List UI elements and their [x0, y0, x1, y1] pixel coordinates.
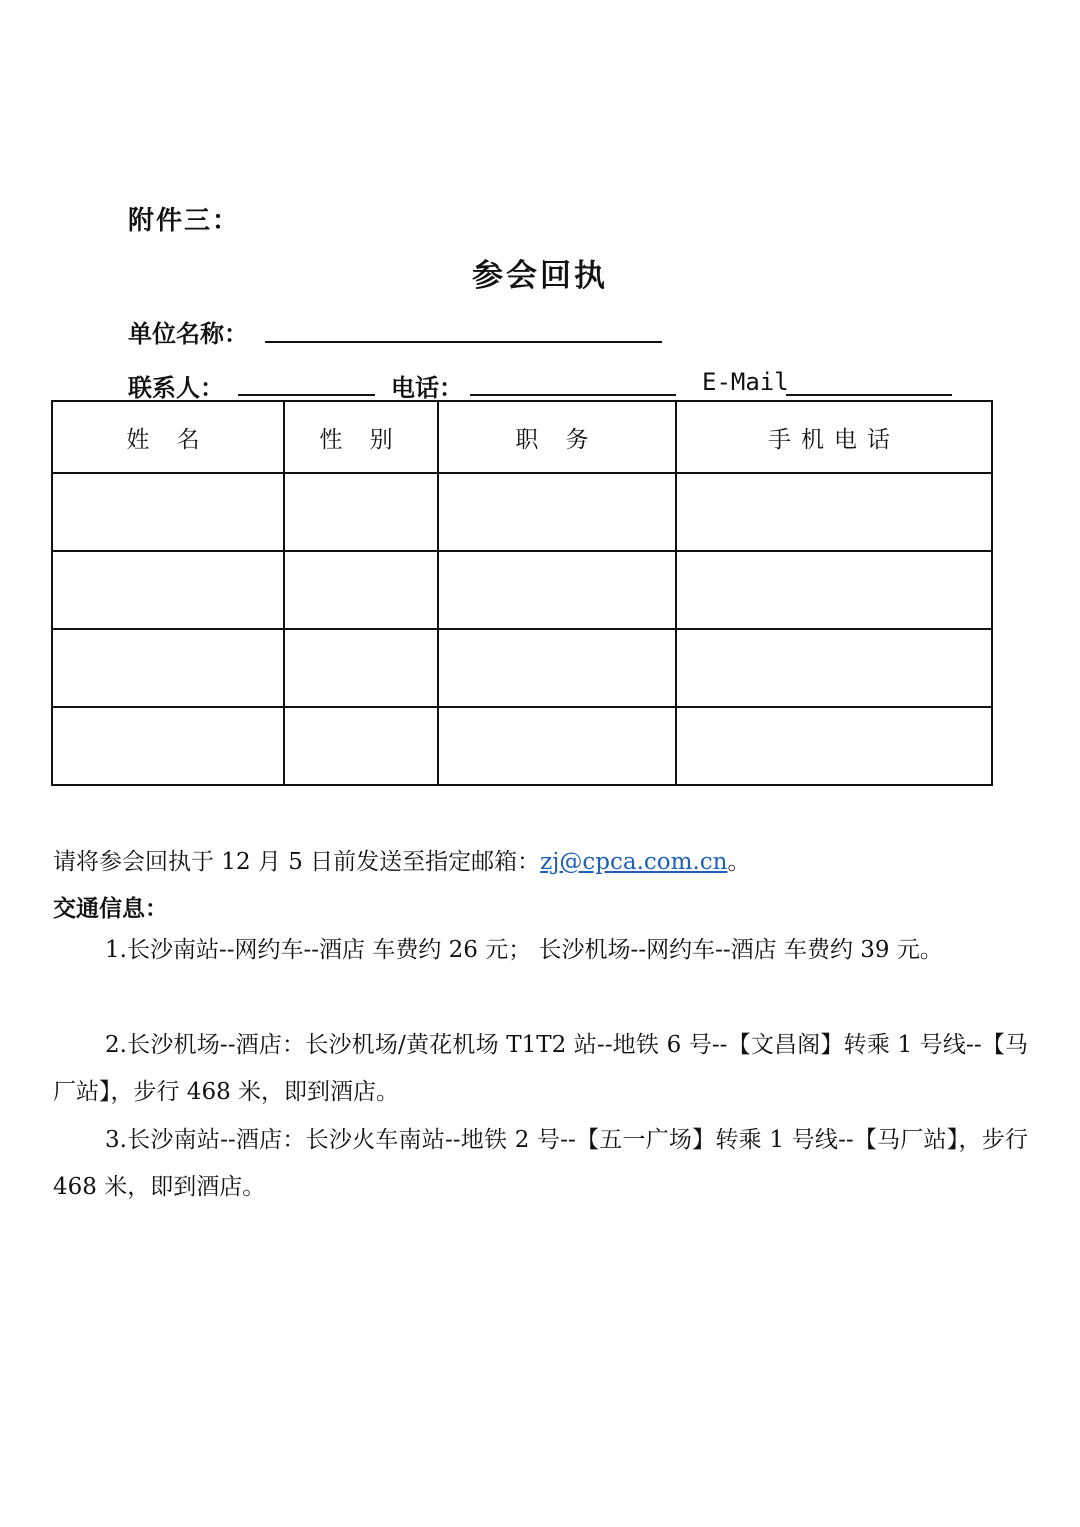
- table-cell[interactable]: [284, 551, 438, 629]
- phone-field[interactable]: [470, 394, 676, 396]
- submission-note-text: 请将参会回执于 12 月 5 日前发送至指定邮箱：: [53, 849, 541, 875]
- table-row: [52, 629, 992, 707]
- table-cell[interactable]: [676, 707, 992, 785]
- header-mobile: 手机电话: [676, 401, 992, 473]
- table-cell[interactable]: [438, 473, 676, 551]
- traffic-item-2: 2.长沙机场--酒店：长沙机场/黄花机场 T1T2 站--地铁 6 号--【文昌阁】转乘 1 号线--【马厂站】，步行 468 米，即到酒店。: [53, 1032, 1028, 1105]
- table-cell[interactable]: [284, 629, 438, 707]
- table-cell[interactable]: [284, 473, 438, 551]
- table-cell[interactable]: [284, 707, 438, 785]
- email-link[interactable]: zj@cpca.com.cn: [540, 849, 728, 875]
- table-cell[interactable]: [438, 707, 676, 785]
- attachment-label: 附件三：: [128, 206, 241, 236]
- traffic-item-1: 1.长沙南站--网约车--酒店 车费约 26 元； 长沙机场--网约车--酒店 车费约 39 元。: [105, 937, 943, 963]
- submission-note-suffix: 。: [727, 849, 751, 875]
- submission-note: [53, 843, 750, 876]
- table-row: [52, 707, 992, 785]
- table-cell[interactable]: [52, 551, 284, 629]
- traffic-item-3: 3.长沙南站--酒店：长沙火车南站--地铁 2 号--【五一广场】转乘 1 号线--【马厂站】，步行 468 米，即到酒店。: [53, 1127, 1028, 1200]
- email-label: E-Mail: [702, 368, 789, 396]
- email-field[interactable]: [786, 394, 952, 396]
- header-gender: 性 别: [284, 401, 438, 473]
- table-cell[interactable]: [52, 629, 284, 707]
- unit-name-label: 单位名称：: [128, 319, 248, 348]
- page-title: 参会回执: [472, 258, 608, 294]
- phone-label: 电话：: [391, 373, 463, 402]
- table-cell[interactable]: [438, 551, 676, 629]
- table-cell[interactable]: [676, 629, 992, 707]
- header-name: 姓 名: [52, 401, 284, 473]
- table-cell[interactable]: [676, 473, 992, 551]
- unit-name-field[interactable]: [265, 341, 662, 343]
- contact-field[interactable]: [238, 394, 375, 396]
- traffic-info-heading: 交通信息：: [53, 895, 168, 922]
- registration-table: [51, 400, 993, 786]
- table-row: [52, 473, 992, 551]
- header-position: 职 务: [438, 401, 676, 473]
- table-row: [52, 551, 992, 629]
- table-cell[interactable]: [438, 629, 676, 707]
- table-header-row: [52, 401, 992, 473]
- table-cell[interactable]: [52, 707, 284, 785]
- table-cell[interactable]: [676, 551, 992, 629]
- contact-label: 联系人：: [128, 373, 224, 402]
- table-cell[interactable]: [52, 473, 284, 551]
